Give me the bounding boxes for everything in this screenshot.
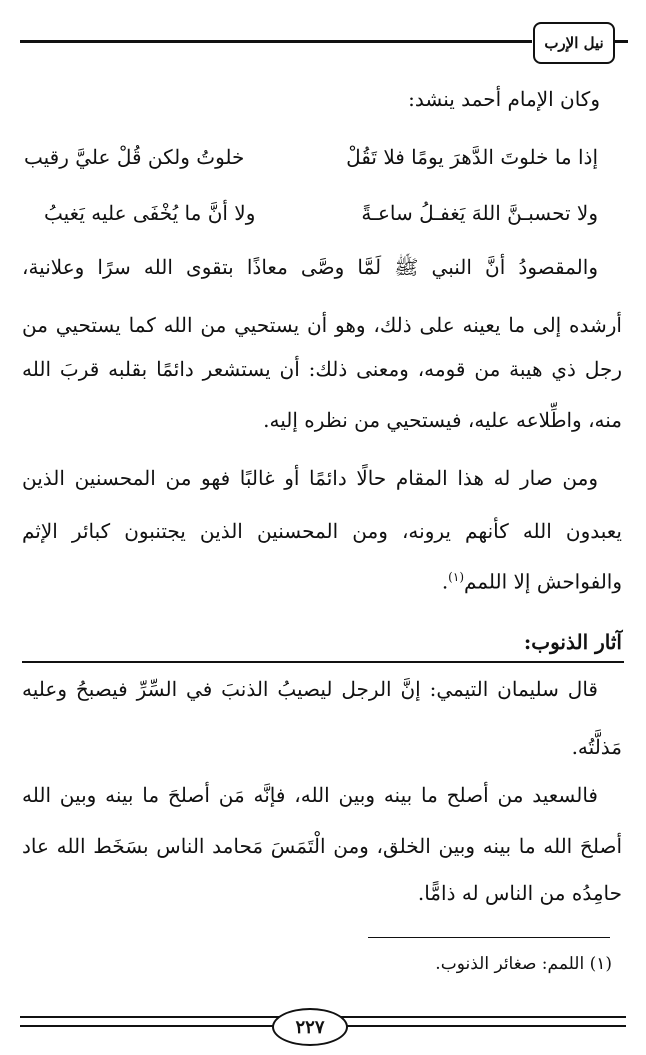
header-rule (20, 40, 532, 43)
verse-2-left: ولا أنَّ ما يُخْفَى عليه يَغيبُ (44, 201, 256, 225)
paragraph-3-line: مَذلَّتُه. (571, 735, 622, 759)
paragraph-4-line: فالسعيد من أصلح ما بينه وبين الله، فإنَّه مَن أصلحَ ما بينه وبين الله (22, 783, 598, 807)
paragraph-4-line: حامِدُه من الناس له ذامًّا. (417, 881, 622, 905)
paragraph-2-line: يعبدون الله كأنهم يرونه، ومن المحسنين الذين يجتنبون كبائر الإثم (22, 519, 622, 543)
paragraph-1-line: رجل ذي هيبة من قومه، ومعنى ذلك: أن يستشعر دائمًا بقلبه قربَ الله (22, 357, 622, 381)
footnote-marker: (١) (448, 570, 464, 584)
paragraph-1-line: والمقصودُ أنَّ النبي ﷺ لَمَّا وصَّى معاذًا بتقوى الله سرًا وعلانية، (22, 255, 598, 279)
footnote-rule (368, 937, 610, 938)
paragraph-3-line: قال سليمان التيمي: إنَّ الرجل ليصيبُ الذنبَ في السِّرِّ فيصبحُ وعليه (22, 677, 598, 701)
footnote: (١) اللمم: صغائر الذنوب. (435, 954, 612, 974)
paragraph-1-line: أرشده إلى ما يعينه على ذلك، وهو أن يستحيي من الله كما يستحيي من (22, 313, 622, 337)
verse-1-left: خلوتُ ولكن قُلْ عليَّ رقيب (24, 145, 245, 169)
paragraph-2-line: ومن صار له هذا المقام حالًا دائمًا أو غالبًا فهو من المحسنين الذين (22, 466, 598, 490)
running-title: نيل الإرب (533, 22, 615, 64)
intro-line: وكان الإمام أحمد ينشد: (408, 87, 600, 111)
verse-1-right: إذا ما خلوتَ الدَّهرَ يومًا فلا تَقُلْ (346, 145, 598, 169)
heading-rule (22, 661, 624, 663)
page-number: ٢٢٧ (272, 1008, 348, 1046)
section-heading: آثار الذنوب: (523, 630, 622, 654)
paragraph-1-line: منه، واطِّلاعه عليه، فيستحيي من نظره إليه. (263, 408, 622, 432)
paragraph-2-text: والفواحش إلا اللمم (464, 569, 622, 594)
paragraph-4-line: أصلحَ الله ما بينه وبين الخلق، ومن الْتَمَسَ مَحامد الناس بسَخَط الله عاد (22, 834, 622, 858)
verse-2-right: ولا تحسبـنَّ اللهَ يَغفـلُ ساعـةً (361, 201, 598, 225)
paragraph-2-line: والفواحش إلا اللمم$^{(١)}$. (441, 569, 622, 594)
